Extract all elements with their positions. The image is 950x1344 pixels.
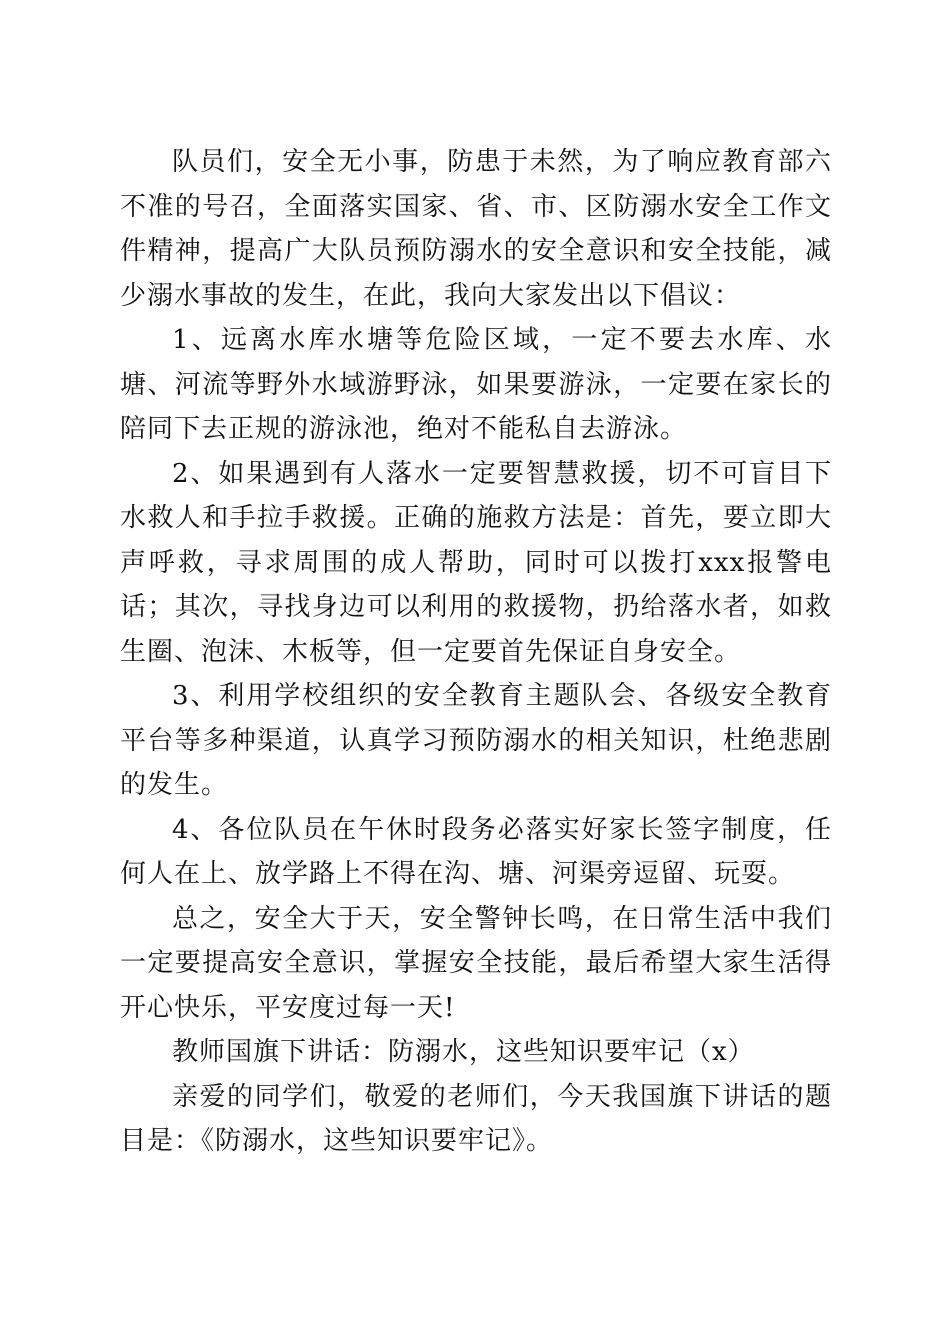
paragraph-conclusion: 总之，安全大于天，安全警钟长鸣，在日常生活中我们一定要提高安全意识，掌握安全技能，最后希望大家生活得开心快乐，平安度过每一天!	[120, 903, 832, 1023]
paragraph-speech-opening: 亲爱的同学们，敬爱的老师们，今天我国旗下讲话的题目是：《防溺水，这些知识要牢记》。	[120, 1081, 832, 1156]
paragraph-item-1: 1、远离水库水塘等危险区域，一定不要去水库、水塘、河流等野外水域游野泳，如果要游泳，一定要在家长的陪同下去正规的游泳池，绝对不能私自去游泳。	[120, 325, 832, 444]
paragraph-item-2: 2、如果遇到有人落水一定要智慧救援，切不可盲目下水救人和手拉手救援。正确的施救方法是：首先，要立即大声呼救，寻求周围的成人帮助，同时可以拨打xxx报警电话；其次，寻找身边可以利用的救援物，扔给落水者，如救生圈、泡沫、木板等，但一定要首先保证自身安全。	[120, 458, 832, 667]
document-body	[120, 140, 832, 1164]
paragraph-intro: 队员们，安全无小事，防患于未然，为了响应教育部六不准的号召，全面落实国家、省、市、区防溺水安全工作文件精神，提高广大队员预防溺水的安全意识和安全技能，减少溺水事故的发生，在此，我向大家发出以下倡议：	[120, 147, 832, 311]
paragraph-item-4: 4、各位队员在午休时段务必落实好家长签字制度，任何人在上、放学路上不得在沟、塘、河渠旁逗留、玩耍。	[120, 814, 832, 889]
section-heading: 教师国旗下讲话：防溺水，这些知识要牢记（x）	[172, 1037, 755, 1067]
paragraph-item-3: 3、利用学校组织的安全教育主题队会、各级安全教育平台等多种渠道，认真学习预防溺水的相关知识，杜绝悲剧的发生。	[120, 681, 832, 800]
